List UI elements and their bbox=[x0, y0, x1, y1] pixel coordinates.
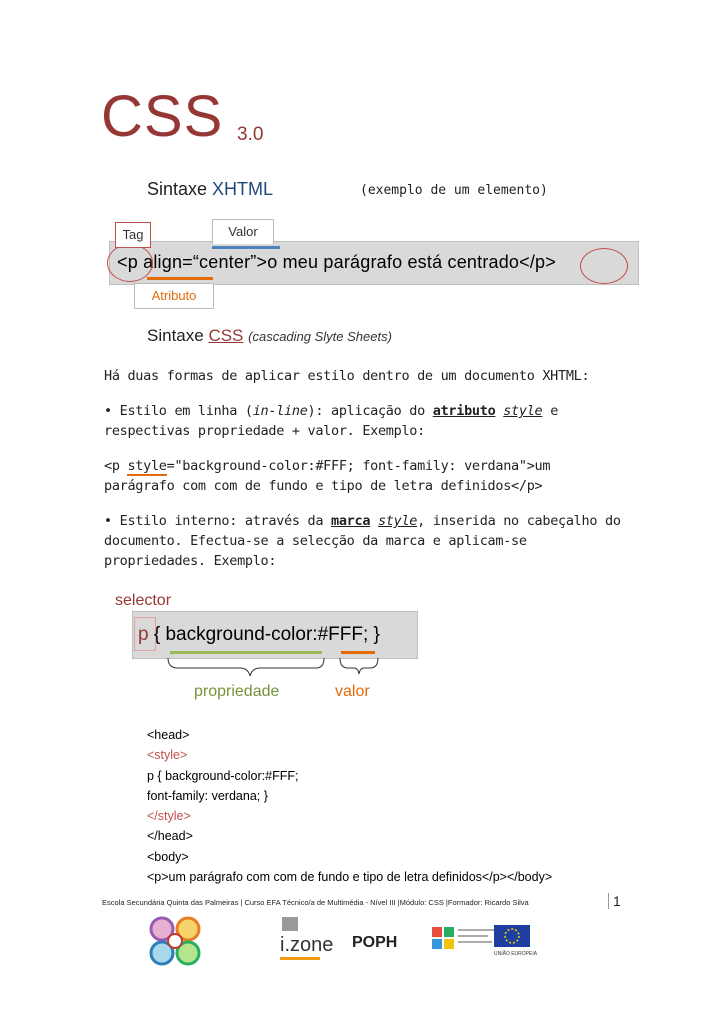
xhtml-code-text: <p align=“center”>o meu parágrafo está centrado</p> bbox=[117, 252, 556, 272]
valor-label: Valor bbox=[212, 219, 274, 244]
tag-label: Tag bbox=[115, 222, 151, 248]
footer-text: Escola Secundária Quinta das Palmeiras | Curso EFA Técnico/a de Multimédia - Nível III |Módulo: CSS |Formador: Ricardo Silva bbox=[102, 898, 529, 907]
inline-style-paragraph: • Estilo em linha (in-line): aplicação do atributo style e respectivas propriedade + valor. Exemplo: bbox=[104, 403, 559, 439]
valor-label-2: valor bbox=[335, 683, 370, 700]
css-heading: Sintaxe CSS (cascading Slyte Sheets) bbox=[147, 326, 392, 345]
eu-flag-icon bbox=[494, 925, 538, 957]
selector-code-text: p { background-color:#FFF; } bbox=[138, 624, 380, 645]
code-line: </style> bbox=[147, 809, 191, 824]
code-line: <style> bbox=[147, 748, 188, 763]
internal-style-paragraph: • Estilo interno: através da marca style, inserida no cabeçalho do documento. Efectua-se a selecção da marca e aplicam-se propriedades. Exemplo: bbox=[104, 513, 621, 569]
inline-example-paragraph: <p style="background-color:#FFF; font-family: verdana">um parágrafo com com de fundo e tipo de letra definidos</p> bbox=[104, 458, 551, 494]
brace-marks bbox=[160, 656, 390, 678]
code-line: font-family: verdana; } bbox=[147, 788, 268, 803]
code-example-block bbox=[147, 725, 552, 887]
qren-logo-icon bbox=[432, 927, 494, 949]
atributo-underline bbox=[147, 277, 213, 280]
selector-label: selector bbox=[115, 592, 172, 609]
valor-underline bbox=[212, 246, 280, 249]
atributo-label: Atributo bbox=[134, 283, 214, 309]
code-line: </head> bbox=[147, 829, 193, 844]
version-label: 3.0 bbox=[237, 124, 264, 145]
example-note: (exemplo de um elemento) bbox=[360, 183, 548, 198]
xhtml-heading: Sintaxe XHTML bbox=[147, 179, 274, 199]
izone-logo-text: i.zone bbox=[280, 934, 334, 956]
poph-logo-text: POPH bbox=[352, 934, 398, 951]
code-line: <p>um parágrafo com com de fundo e tipo de letra definidos</p></body> bbox=[147, 870, 553, 885]
school-logo-icon bbox=[151, 918, 199, 964]
sponsor-logos bbox=[148, 915, 548, 967]
poph-logo-icon bbox=[352, 934, 397, 951]
intro-paragraph: Há duas formas de aplicar estilo dentro de um documento XHTML: bbox=[104, 368, 590, 384]
propriedade-label: propriedade bbox=[194, 683, 280, 700]
eu-logo-text: UNIÃO EUROPEIA bbox=[494, 951, 538, 957]
code-line: p { background-color:#FFF; bbox=[147, 768, 299, 783]
propriedade-underline bbox=[170, 651, 322, 654]
izone-logo-icon bbox=[280, 917, 333, 960]
valor-underline-2 bbox=[341, 651, 375, 654]
code-line: <head> bbox=[147, 728, 190, 742]
page-number: 1 bbox=[608, 893, 621, 909]
closing-tag-highlight-oval bbox=[580, 248, 628, 284]
page-title: CSS bbox=[101, 84, 224, 149]
code-line: <body> bbox=[147, 849, 189, 864]
